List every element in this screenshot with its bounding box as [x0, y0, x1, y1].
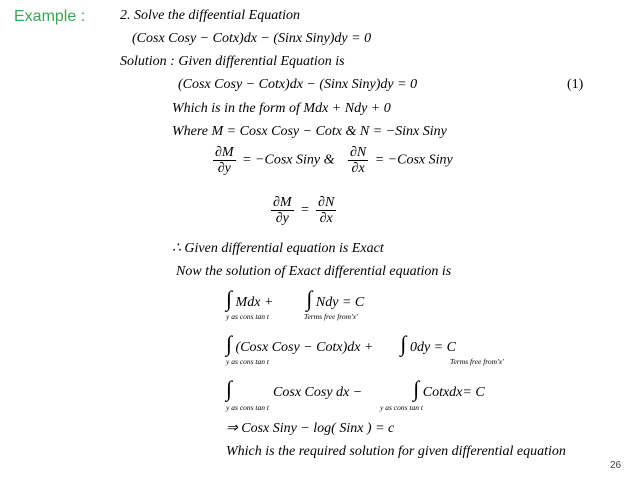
subscript-terms-free: Terms free from'x' — [450, 357, 504, 366]
integral-sign: ∫ — [306, 286, 313, 311]
integral-line-3: ∫ Cosx Cosy dx − ∫ Cotxdx= C — [226, 376, 485, 401]
dM-dy-fraction: $\frac{\partial M}{\partial y}$ — [215, 145, 234, 176]
partial-derivatives-row — [210, 145, 453, 176]
form-statement: Which is in the form of Mdx + Ndy + 0 — [172, 101, 391, 116]
integral-sign: ∫ — [400, 331, 407, 356]
integral-sign: ∫ — [226, 286, 233, 311]
equals-sign: = — [300, 202, 310, 218]
solution-intro: Solution : Given differential Equation is — [120, 54, 345, 69]
dM-dy-fraction-2: $\frac{\partial M}{\partial y}$ — [273, 195, 292, 226]
equation-1: (Cosx Cosy − Cotx)dx − (Sinx Siny)dy = 0 — [178, 77, 418, 92]
integral-line-1: ∫ Mdx + ∫ Ndy = C — [226, 286, 365, 311]
subscript-y-constant: y as cons tan t — [380, 403, 423, 412]
example-label: Example : — [14, 8, 86, 25]
where-statement: Where M = Cosx Cosy − Cotx & N = −Sinx Siny — [172, 124, 447, 139]
page-number: 26 — [610, 460, 622, 471]
integral-sign: ∫ — [413, 376, 420, 401]
integral-line-2: ∫ (Cosx Cosy − Cotx)dx + ∫ 0dy = C — [226, 331, 456, 356]
dM-dy-value: = −Cosx Siny & — [242, 152, 335, 168]
solution-of-exact: Now the solution of Exact differential equation is — [176, 264, 452, 279]
dN-dx-fraction-2: $\frac{\partial N}{\partial x}$ — [318, 195, 335, 226]
integral-sign: ∫ — [226, 376, 233, 401]
subscript-y-constant: y as cons tan t — [226, 403, 269, 412]
subscript-y-constant: y as cons tan t — [226, 312, 269, 321]
equation-tag: (1) — [567, 77, 584, 92]
given-equation: (Cosx Cosy − Cotx)dx − (Sinx Siny)dy = 0 — [132, 31, 372, 46]
final-statement: Which is the required solution for given differential equation — [226, 444, 566, 459]
dN-dx-fraction: $\frac{\partial N}{\partial x}$ — [349, 145, 367, 176]
subscript-terms-free: Terms free from'x' — [304, 312, 358, 321]
subscript-y-constant: y as cons tan t — [226, 357, 269, 366]
integral-sign: ∫ — [226, 331, 233, 356]
problem-title: 2. Solve the diffeential Equation — [120, 8, 301, 23]
exactness-check — [268, 195, 339, 226]
dN-dx-value: = −Cosx Siny — [374, 152, 453, 168]
exact-statement: ∴ Given differential equation is Exact — [172, 241, 384, 256]
result-equation: ⇒ Cosx Siny − log( Sinx ) = c — [226, 421, 395, 436]
